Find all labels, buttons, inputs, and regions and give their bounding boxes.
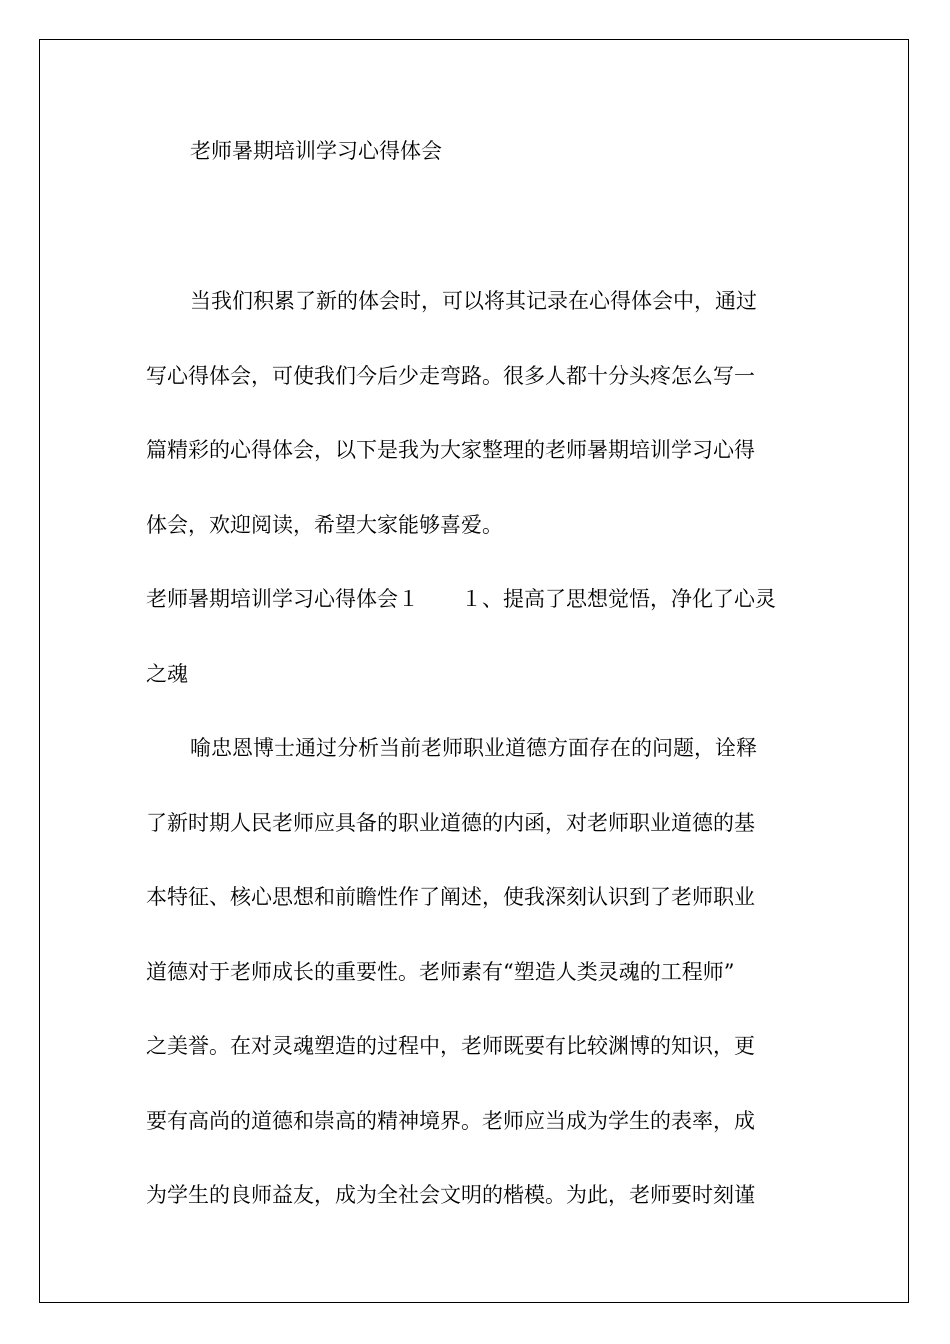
paragraph-line: 为学生的良师益友，成为全社会文明的楷模。为此，老师要时刻谨 [146,1183,755,1207]
section-heading-line: 之魂 [146,662,188,686]
paragraph-line: 之美誉。在对灵魂塑造的过程中，老师既要有比较渊博的知识，更 [146,1034,755,1058]
document-title: 老师暑期培训学习心得体会 [190,139,442,163]
paragraph-line: 要有高尚的道德和崇高的精神境界。老师应当成为学生的表率，成 [146,1109,755,1133]
paragraph-line: 写心得体会，可使我们今后少走弯路。很多人都十分头疼怎么写一 [146,364,755,388]
paragraph-line: 喻忠恩博士通过分析当前老师职业道德方面存在的问题，诠释 [190,736,757,760]
paragraph-line: 当我们积累了新的体会时，可以将其记录在心得体会中，通过 [190,289,757,313]
paragraph-line: 体会，欢迎阅读，希望大家能够喜爱。 [146,513,503,537]
paragraph-line: 篇精彩的心得体会，以下是我为大家整理的老师暑期培训学习心得 [146,438,755,462]
paragraph-line: 道德对于老师成长的重要性。老师素有“塑造人类灵魂的工程师” [146,960,735,984]
paragraph-line: 本特征、核心思想和前瞻性作了阐述，使我深刻认识到了老师职业 [146,885,755,909]
paragraph-line: 了新时期人民老师应具备的职业道德的内函，对老师职业道德的基 [146,811,755,835]
section-heading-line: 老师暑期培训学习心得体会１ １、提高了思想觉悟，净化了心灵 [146,587,776,611]
